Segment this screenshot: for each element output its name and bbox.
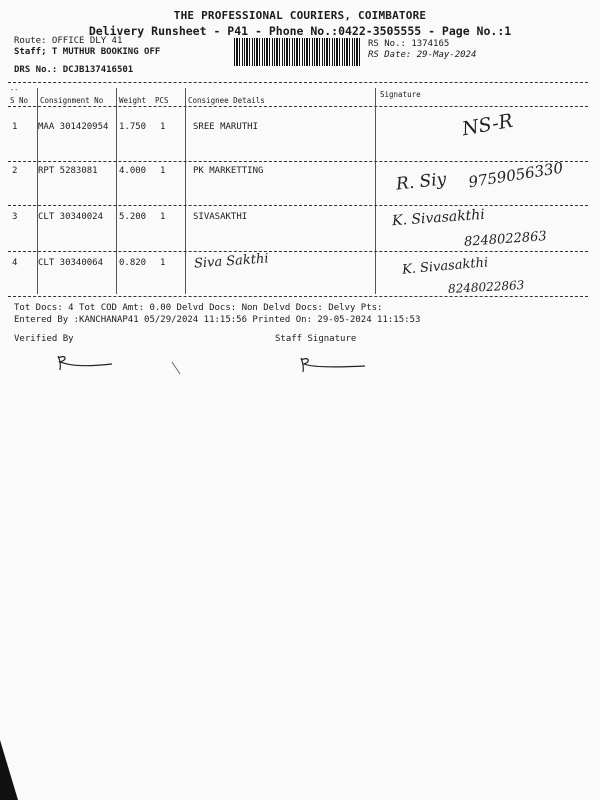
staff-label: Staff;: [14, 47, 47, 57]
company-name: THE PROFESSIONAL COURIERS, COIMBATORE: [173, 9, 427, 22]
row-consignee: PK MARKETTING: [193, 166, 264, 176]
row-consignment: CLT 30340064: [38, 258, 104, 268]
row-consignment: CLT 30340024: [38, 212, 104, 222]
row-rule-4: [8, 296, 588, 297]
entered-by: Entered By :KANCHANAP41 05/29/2024 11:15:56 Printed On: 29-05-2024 11:15:53: [14, 315, 421, 325]
row-weight: 1.750: [119, 122, 147, 132]
row-consignment: MAA 301420954: [38, 122, 109, 132]
stray-mark: [170, 360, 184, 378]
header-dash-mark: --: [10, 86, 19, 94]
rs-date: RS Date: 29-May-2024: [368, 50, 477, 60]
drs-number: DRS No.: DCJB137416501: [14, 65, 134, 75]
totals-summary: Tot Docs: 4 Tot COD Amt: 0.00 Delvd Docs: Non Delvd Docs: Delvy Pts:: [14, 303, 383, 313]
header-signature: Signature: [380, 90, 421, 99]
route-line: [14, 36, 122, 46]
col-divider-4: [375, 88, 376, 294]
row-weight: 4.000: [119, 166, 147, 176]
row-sno: 2: [12, 166, 18, 176]
header-pcs: PCS: [155, 96, 169, 105]
header-consignment: Consignment No: [40, 96, 104, 105]
row-sno: 4: [12, 258, 18, 268]
rule-header: [8, 106, 588, 107]
row-rule-2: [8, 205, 588, 206]
signature-3-phone: 8248022863: [463, 229, 548, 250]
staff-signature-label: Staff Signature: [275, 334, 357, 344]
verified-signature-mark: [52, 352, 122, 374]
row-weight: 0.820: [119, 258, 147, 268]
signature-2: R. Siy: [395, 169, 448, 195]
staff-value: T MUTHUR BOOKING OFF: [46, 47, 161, 57]
row-pcs: 1: [160, 258, 166, 268]
row-pcs: 1: [160, 122, 166, 132]
row-consignment: RPT 5283081: [38, 166, 98, 176]
signature-2-phone: 9759056330: [467, 158, 565, 192]
header-weight: Weight: [119, 96, 147, 105]
route-value: OFFICE DLY 41: [46, 36, 123, 46]
runsheet-title: Delivery Runsheet - P41 - Phone No.:0422-3505555 - Page No.:1: [88, 24, 512, 38]
signature-3: K. Sivasakthi: [391, 206, 486, 230]
row-rule-3: [8, 251, 588, 252]
header-sno: S No: [10, 96, 29, 105]
row-rule-1: [8, 161, 588, 162]
row-pcs: 1: [160, 212, 166, 222]
col-divider-3: [185, 88, 186, 294]
col-divider-2: [116, 88, 117, 294]
route-label: Route:: [14, 36, 47, 46]
row-pcs: 1: [160, 166, 166, 176]
staff-line: [14, 47, 160, 57]
signature-4-phone: 8248022863: [447, 278, 525, 296]
scan-edge-shadow: [0, 740, 18, 800]
signature-4: K. Sivasakthi: [401, 255, 489, 278]
row-consignee: SIVASAKTHI: [193, 212, 248, 222]
barcode: [234, 38, 362, 66]
consignee-signature-4: Siva Sakthi: [193, 251, 270, 272]
row-sno: 1: [12, 122, 18, 132]
rule-top: [8, 82, 588, 83]
row-consignee: SREE MARUTHI: [193, 122, 259, 132]
verified-by-label: Verified By: [14, 334, 74, 344]
row-weight: 5.200: [119, 212, 147, 222]
staff-signature-mark: [295, 354, 375, 376]
rs-number: RS No.: 1374165: [368, 39, 450, 49]
row-sno: 3: [12, 212, 18, 222]
header-consignee: Consignee Details: [188, 96, 265, 105]
signature-1: NS-R: [460, 109, 515, 141]
